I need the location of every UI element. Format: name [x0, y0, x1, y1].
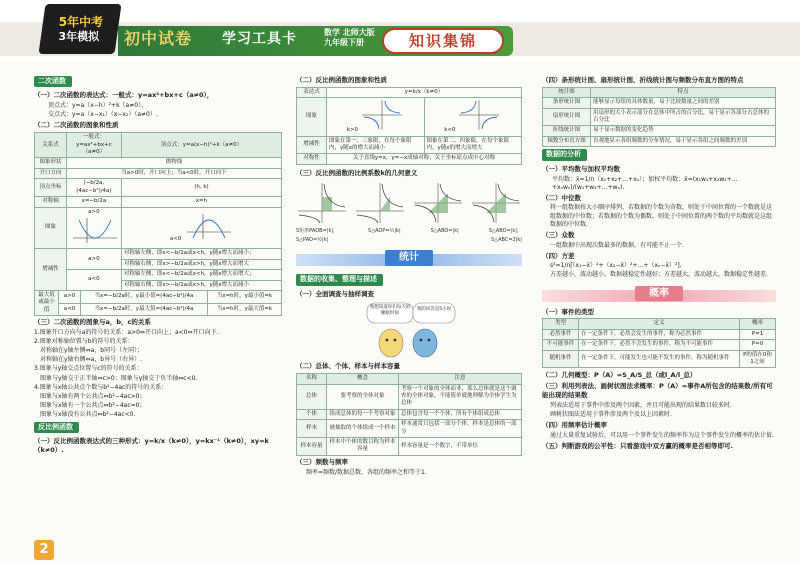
- table-cell: 总体: [297, 384, 327, 409]
- table-header: 概念: [327, 374, 399, 384]
- table-cell: 对称轴左侧，即x<−b/2a或x<h，y随x增大而减小；: [121, 249, 281, 259]
- table-cell: 对称轴右侧，即x>−b/2a或x>h，y随x增大而减小: [121, 280, 281, 290]
- table-row: [35, 291, 282, 304]
- header-card-label: 学习工具卡: [222, 31, 297, 47]
- table-cell: a>0: [66, 249, 121, 270]
- table-cell: 被抽取的个体组成一个样本: [327, 420, 399, 438]
- table-row: [297, 374, 522, 384]
- logo-line1: 5年中考: [58, 15, 104, 29]
- table-row: [543, 136, 776, 146]
- graph-label: k>0: [346, 127, 359, 134]
- intercept-form: 交点式：y=a（x−x₁）（x−x₂）（a≠0）.: [48, 111, 158, 119]
- probability-banner: [542, 286, 776, 304]
- banner-label: 概率: [635, 286, 683, 302]
- table-header: 类型: [543, 319, 579, 329]
- header-grade: 九年级下册: [324, 38, 364, 47]
- table-cell: 在一定条件下，必然会发生的事件，称为必然事件: [579, 329, 740, 339]
- fairness-heading: （五）判断游戏的公平性：只看游戏中双方赢的概率是否相等即可.: [542, 441, 733, 450]
- table-cell: 在一定条件下，可能发生也可能不发生的事件，称为随机事件: [579, 350, 740, 368]
- survey-heading: （一）全面调查与抽样调查: [296, 289, 374, 298]
- table-cell: 能够显示每组的具体数量，易于比较数量之间的差别: [591, 98, 776, 108]
- table-cell: [66, 207, 121, 249]
- table-cell: 图象在第一、三象限，在每个象限内，y随x的增大而减小: [327, 136, 425, 154]
- table-row: [297, 136, 522, 154]
- area-formula: S矩形PAOB=|k|，: [296, 227, 339, 234]
- variance-text: 方差越小，波动越小，数据越稳定性越好；方差越大，波动越大，数据稳定性越差.: [550, 271, 768, 279]
- list-item: 2.图象对称轴位置与b的符号的关系：: [34, 338, 134, 346]
- table-cell: 个体: [297, 409, 327, 419]
- table-row: [297, 154, 522, 164]
- table-cell: 频数分布直方图: [543, 136, 591, 146]
- table-header: 特点: [591, 87, 776, 97]
- section-quadratic: 二次函数: [34, 76, 72, 87]
- brand-logo: [38, 4, 121, 54]
- inverse-table: [296, 87, 522, 165]
- table-cell: 考察一个对象的全体而非，那么总体就是这个调查的全体对象，不能简单就地理解为全体学生为总体: [399, 384, 522, 409]
- table-row: [35, 197, 282, 207]
- table-cell: 表达式: [297, 87, 327, 97]
- mode-heading: （三）众数: [542, 230, 575, 239]
- table-cell: 关于直线y=x，y=−x成轴对称；关于坐标原点成中心对称: [327, 154, 522, 164]
- table-cell: 在一定条件下，必然不会发生的事件，称为不可能事件: [579, 340, 740, 350]
- right-column: [542, 74, 776, 453]
- table-cell: a<0: [59, 303, 81, 316]
- table-cell: 易于显示数据的变化趋势: [591, 126, 776, 136]
- table-cell: 对称轴左侧，即x<−b/2a或x<h，y随x增大而增大；: [121, 270, 281, 280]
- k-figure-triangle: [354, 181, 406, 225]
- table-cell: 当x=−b/2a时，y最小值=(4ac−b²)/4a: [81, 291, 208, 304]
- variance-heading: （四）方差: [542, 251, 575, 260]
- table-row: [297, 98, 522, 136]
- table-cell: 当x=−b/2a时，y最大值=(4ac−b²)/4a: [81, 303, 208, 316]
- table-cell: 增减性: [297, 136, 327, 154]
- header-badge: 知识集锦: [382, 28, 504, 54]
- table-cell: 扇形统计图: [543, 108, 591, 126]
- list-tree-heading: （三）利用列表法、画树状图法求概率：P（A）=事件A所包含的结果数/所有可能出现的结果数: [542, 382, 773, 399]
- event-types-heading: （一）事件的类型: [542, 307, 594, 316]
- quadratic-graph-heading: （二）二次函数的图象和性质: [34, 121, 119, 130]
- hyperbola-k-pos-graph: [360, 99, 404, 131]
- list-item: 3.图象与y轴交点位置与c的符号的关系：: [34, 365, 143, 373]
- quadratic-forms-heading: （一）二次函数的表达式：一般式：y=ax²+bx+c（a≠0），: [34, 91, 214, 100]
- table-cell: 图象在第二、四象限，在每个象限内，y随x的增大而增大: [424, 136, 522, 154]
- table-cell: y=k/x（k≠0）: [327, 87, 522, 97]
- page-number: 2: [34, 540, 54, 560]
- table-row: [35, 249, 282, 259]
- table-row: [35, 133, 282, 158]
- chart-types-table: [542, 87, 776, 148]
- table-row: [35, 303, 282, 316]
- table-header: 名称: [297, 374, 327, 384]
- table-row: [35, 270, 282, 280]
- abc-relation-list: [34, 329, 282, 419]
- table-cell: x=h: [121, 197, 281, 207]
- graph-label: a<0: [169, 236, 182, 243]
- list-item: 图象与x轴有一个公共点⇔b²−4ac=0；: [34, 401, 146, 409]
- table-cell: 直观地显示各组频数的分布情况，易于显示各组之间频数的差别: [591, 136, 776, 146]
- graph-label: k<0: [444, 127, 456, 134]
- table-cell: 对称轴: [35, 197, 67, 207]
- k-area-formulas-2: [296, 237, 522, 244]
- middle-column: [296, 74, 522, 478]
- table-row: [543, 319, 776, 329]
- table-cell: a<0: [66, 270, 121, 291]
- list-item: 图象与y轴交于正半轴⇔c>0；图象与y轴交于负半轴⇔c<0.: [34, 374, 198, 382]
- parabola-up-graph: [69, 216, 119, 244]
- list-method-text: 列表法适用于事件中涉及两个因素，并且可能出现的结果数目较多时.: [550, 401, 732, 409]
- list-item: 图象与x轴有两个公共点⇔b²−4ac>0；: [34, 392, 146, 400]
- variance-formula: s²=1/n[（x₁−x̄）²+（x₂−x̄）²+…+（xₙ−x̄）²].: [550, 262, 682, 270]
- table-cell: 当x=h时，y最大值=k: [208, 303, 282, 316]
- table-row: [35, 207, 282, 249]
- statistics-banner: [296, 250, 522, 268]
- chart-types-heading: （四）条形统计图、扇形统计图、折线统计图与频数分布直方图的特点: [542, 76, 744, 84]
- table-cell: 最大值或最小值: [35, 291, 59, 316]
- table-cell: 增减性: [35, 249, 67, 291]
- k-area-formulas: [296, 228, 522, 235]
- header-subtitle: [324, 28, 375, 48]
- table-header: 注意: [399, 374, 522, 384]
- abc-relation-heading: （三）二次函数的图象与a，b，c的关系: [34, 318, 151, 327]
- list-item: 图象与x轴没有公共点⇔b²−4ac<0.: [34, 410, 136, 418]
- median-heading: （二）中位数: [542, 193, 581, 202]
- table-cell: 样本中个体的数目称为样本容量: [327, 438, 399, 456]
- table-row: [543, 87, 776, 97]
- area-formula: S△PAO=½|k|: [296, 237, 329, 244]
- k-figures: [296, 181, 522, 225]
- graph-label: a>0: [88, 208, 100, 215]
- table-row: [35, 158, 282, 168]
- table-header: 概率: [740, 319, 776, 329]
- table-row: [543, 126, 776, 136]
- survey-cartoon: [349, 301, 469, 359]
- table-cell: 开口方向: [35, 168, 67, 178]
- list-item: 4.图象与x轴公共点个数与b²−4ac的符号的关系：: [34, 383, 168, 391]
- parabola-down-graph: [183, 212, 233, 240]
- table-row: [543, 108, 776, 126]
- table-cell: a>0: [59, 291, 81, 304]
- hyperbola-k-neg-graph: [457, 99, 501, 131]
- banner-label: 统计: [385, 250, 433, 266]
- inverse-forms-heading: （一）反比例函数表达式的三种形式：y=k/x（k≠0），y=kx⁻¹（k≠0），xy=k（k≠0）.: [34, 437, 269, 455]
- speech-bubble-2: 我的回答是5小时: [416, 307, 452, 313]
- k-figure-parallelogram: [470, 181, 522, 225]
- k-meaning-heading: （三）反比例函数的比例系数k的几何意义: [296, 168, 418, 177]
- table-cell: 图象: [35, 207, 67, 249]
- population-heading: （二）总体、个体、样本与样本容量: [296, 362, 400, 371]
- table-cell: 随机事件: [543, 350, 579, 368]
- section-data-collection: 数据的收集、整理与描述: [296, 274, 383, 285]
- frequency-estimate-text: 通过大量重复试验后，可以用一个事件发生的频率作为这个事件发生的概率的估计值.: [550, 431, 774, 439]
- left-column: [34, 74, 282, 457]
- header-title: 初中试卷: [124, 29, 193, 48]
- quadratic-table: [34, 132, 282, 291]
- table-cell: 组成总体的每一个考察对象: [327, 409, 399, 419]
- k-figure-rectangle: [296, 181, 348, 225]
- tree-method-text: 画树状图法适用于事件涉及两个及以上因素时.: [550, 410, 672, 418]
- mode-text: 一组数据中出现次数最多的数据，有可能不止一个.: [550, 241, 684, 249]
- mean-formula: 平均数：x̄=1/n（x₁+x₂+…+xₙ）；加权平均数：x̄=(x₁w₁+x₂w₂+…+xₙwₙ)/(w₁+w₂+…+wₙ).: [552, 175, 738, 191]
- area-formula: S△AOP=½|k|: [368, 227, 401, 234]
- list-item: 对称轴在y轴右侧⇔a，b异号（右异）.: [34, 356, 142, 364]
- table-cell: 顶点坐标: [35, 179, 67, 197]
- table-cell: (−b/2a, (4ac−b²)/4a): [66, 179, 121, 197]
- speech-bubble-1: 我想知道你们每天的睡眠时间: [369, 305, 411, 316]
- table-row: [35, 168, 282, 178]
- geometric-probability-heading: （二）几何概型：P（A）=S_A/S_总（或l_A/l_总）: [542, 371, 697, 380]
- table-cell: x=−b/2a: [66, 197, 121, 207]
- table-cell: 不可能事件: [543, 340, 579, 350]
- table-cell: P=0: [740, 340, 776, 350]
- table-row: [543, 98, 776, 108]
- table-cell: 样本通常只包括一部分个体，样本是总体的一部分: [399, 420, 522, 438]
- table-cell: (h, k): [121, 179, 281, 197]
- section-inverse: 反比例函数: [34, 422, 79, 433]
- table-cell: [327, 98, 425, 136]
- table-cell: 图象形状: [35, 158, 67, 168]
- frequency-formula: 频率=频数/数据总数，各组的频率之和等于1.: [306, 468, 427, 476]
- table-cell: 抛物线: [66, 158, 281, 168]
- table-row: [543, 350, 776, 368]
- table-row: [543, 340, 776, 350]
- list-item: 1.图象开口方向与a的符号的关系：a>0⇔开口向上；a<0⇔开口向下.: [34, 329, 219, 337]
- event-types-table: [542, 318, 776, 368]
- header: [0, 0, 800, 62]
- vertex-form: 顶点式：y=a（x−h）²+k（a≠0），: [48, 102, 148, 110]
- table-row: [297, 87, 522, 97]
- table-cell: 当x=h时，y最小值=k: [208, 291, 282, 304]
- table-header: 顶点式：y=a(x−h)²+k（a≠0）: [121, 133, 281, 158]
- extreme-table: [34, 290, 282, 316]
- table-cell: 条形统计图: [543, 98, 591, 108]
- table-cell: 图象: [297, 98, 327, 136]
- median-text: 将一组数据按大小顺序排列，若数据的个数为奇数，则处于中间位置的一个数就是这组数据的中位数；若数据的个数为偶数，则处于中间位置的两个数的平均数就是这组数据的中位数.: [550, 204, 773, 228]
- list-item: 对称轴在y轴左侧⇔a，b同号（左同）；: [34, 347, 144, 355]
- table-cell: 折线统计图: [543, 126, 591, 136]
- table-header: 关系式: [35, 133, 67, 158]
- table-cell: 必然事件: [543, 329, 579, 339]
- table-cell: 总体包含每一个个体，所有个体组成总体: [399, 409, 522, 419]
- table-cell: 样本: [297, 420, 327, 438]
- table-header: 一般式：y=ax²+bx+c（a≠0）: [66, 133, 121, 158]
- table-row: [543, 329, 776, 339]
- table-cell: 样本容量: [297, 438, 327, 456]
- table-cell: P=1: [740, 329, 776, 339]
- area-formula: S△ABC=2|k|: [491, 237, 522, 244]
- table-header: 统计图: [543, 87, 591, 97]
- population-table: [296, 373, 522, 456]
- area-formula: S△ABO=|k|，: [488, 227, 522, 234]
- table-cell: [121, 207, 281, 249]
- section-data-analysis: 数据的分析: [542, 149, 587, 160]
- table-row: [297, 384, 522, 409]
- table-cell: P的值在0和1之间: [740, 350, 776, 368]
- table-cell: 对称性: [297, 154, 327, 164]
- table-row: [35, 179, 282, 197]
- table-header: 定义: [579, 319, 740, 329]
- table-row: [297, 420, 522, 438]
- table-cell: 当a>0时，开口向上；当a<0时，开口向下: [66, 168, 281, 178]
- inverse-graph-heading: （二）反比例函数的图象和性质: [296, 76, 387, 84]
- table-cell: 用扇形的大小表示部分在总体中所占的百分比，易于显示各部分占总体的百分比: [591, 108, 776, 126]
- table-cell: 要考察的全体对象: [327, 384, 399, 409]
- mean-heading: （一）平均数与加权平均数: [542, 164, 620, 173]
- table-cell: 样本容量是一个数字，不带单位: [399, 438, 522, 456]
- table-cell: 对称轴右侧，即x>−b/2a或x>h，y随x增大而增大: [121, 259, 281, 269]
- table-row: [297, 409, 522, 419]
- frequency-heading: （三）频数与频率: [296, 457, 348, 466]
- k-figure-diagonal: [412, 181, 464, 225]
- header-edition: 数学 北师大版: [324, 28, 375, 37]
- logo-line2: 3年模拟: [58, 30, 100, 44]
- frequency-estimate-heading: （四）用频率估计概率: [542, 420, 607, 429]
- table-cell: [424, 98, 522, 136]
- table-row: [297, 438, 522, 456]
- area-formula: S△ABO=|k|: [430, 227, 459, 234]
